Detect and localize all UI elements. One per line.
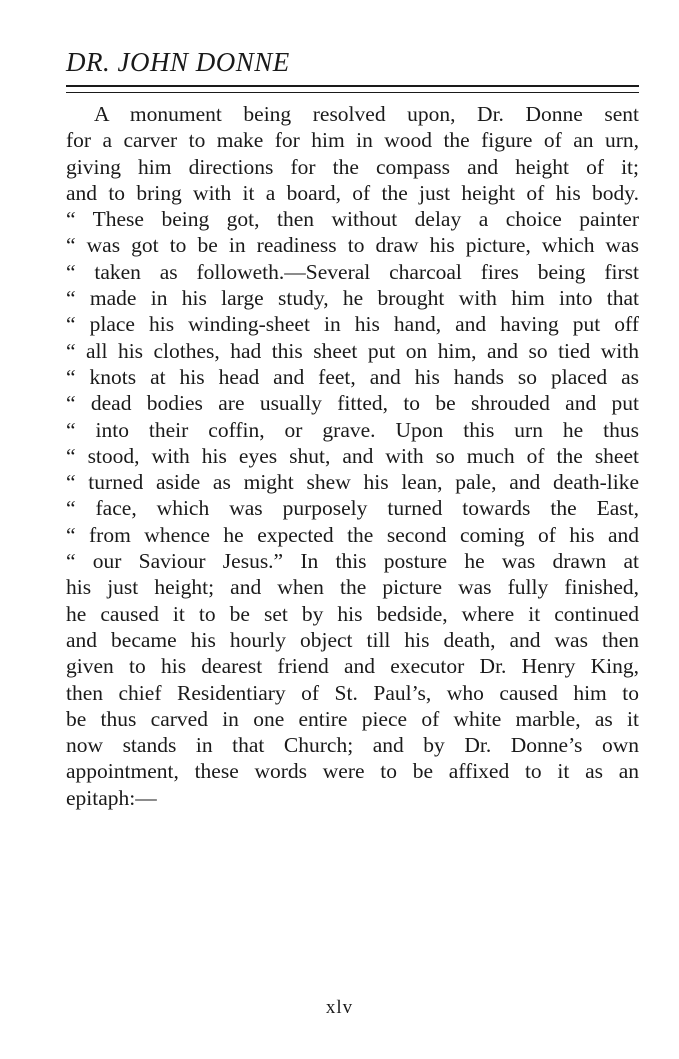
text-line: “ These being got, then without delay a choice painter [66, 207, 639, 232]
text-line: “ turned aside as might shew his lean, pale, and death-like [66, 470, 639, 495]
text-line: his just height; and when the picture was fully finished, [66, 575, 639, 600]
text-line: for a carver to make for him in wood the figure of an urn, [66, 128, 639, 153]
text-line: “ taken as followeth.—Several charcoal fires being first [66, 259, 639, 284]
header-rule-thin [66, 92, 639, 93]
text-line: “ face, which was purposely turned towards the East, [66, 496, 639, 521]
text-line: be thus carved in one entire piece of white marble, as it [66, 706, 639, 731]
text-line: “ into their coffin, or grave. Upon this urn he thus [66, 417, 639, 442]
text-line: “ all his clothes, had this sheet put on him, and so tied with [66, 338, 639, 363]
text-line: “ knots at his head and feet, and his hands so placed as [66, 364, 639, 389]
text-line: giving him directions for the compass and height of it; [66, 154, 639, 179]
text-line: and became his hourly object till his death, and was then [66, 627, 639, 652]
text-line: appointment, these words were to be affixed to it as an [66, 759, 639, 784]
text-line: “ our Saviour Jesus.” In this posture he was drawn at [66, 549, 639, 574]
text-line: “ dead bodies are usually fitted, to be shrouded and put [66, 391, 639, 416]
text-line: “ from whence he expected the second coming of his and [66, 522, 639, 547]
text-line: then chief Residentiary of St. Paul’s, who caused him to [66, 680, 639, 705]
page-number: xlv [325, 997, 354, 1018]
text-line: he caused it to be set by his bedside, where it continued [66, 601, 639, 626]
text-line: epitaph:— [66, 785, 157, 810]
text-line: A monument being resolved upon, Dr. Donne sent [94, 102, 639, 126]
body-text [66, 101, 639, 811]
text-line: “ made in his large study, he brought with him into that [66, 286, 639, 311]
text-line: given to his dearest friend and executor Dr. Henry King, [66, 654, 639, 679]
text-line: “ was got to be in readiness to draw his picture, which was [66, 233, 639, 258]
text-line: and to bring with it a board, of the just height of his body. [66, 180, 639, 205]
running-head: DR. JOHN DONNE [66, 47, 290, 77]
text-line: “ place his winding-sheet in his hand, and having put off [66, 312, 639, 337]
header-rule-thick [66, 85, 639, 87]
text-line: now stands in that Church; and by Dr. Donne’s own [66, 733, 639, 758]
text-line: “ stood, with his eyes shut, and with so much of the sheet [66, 443, 639, 468]
